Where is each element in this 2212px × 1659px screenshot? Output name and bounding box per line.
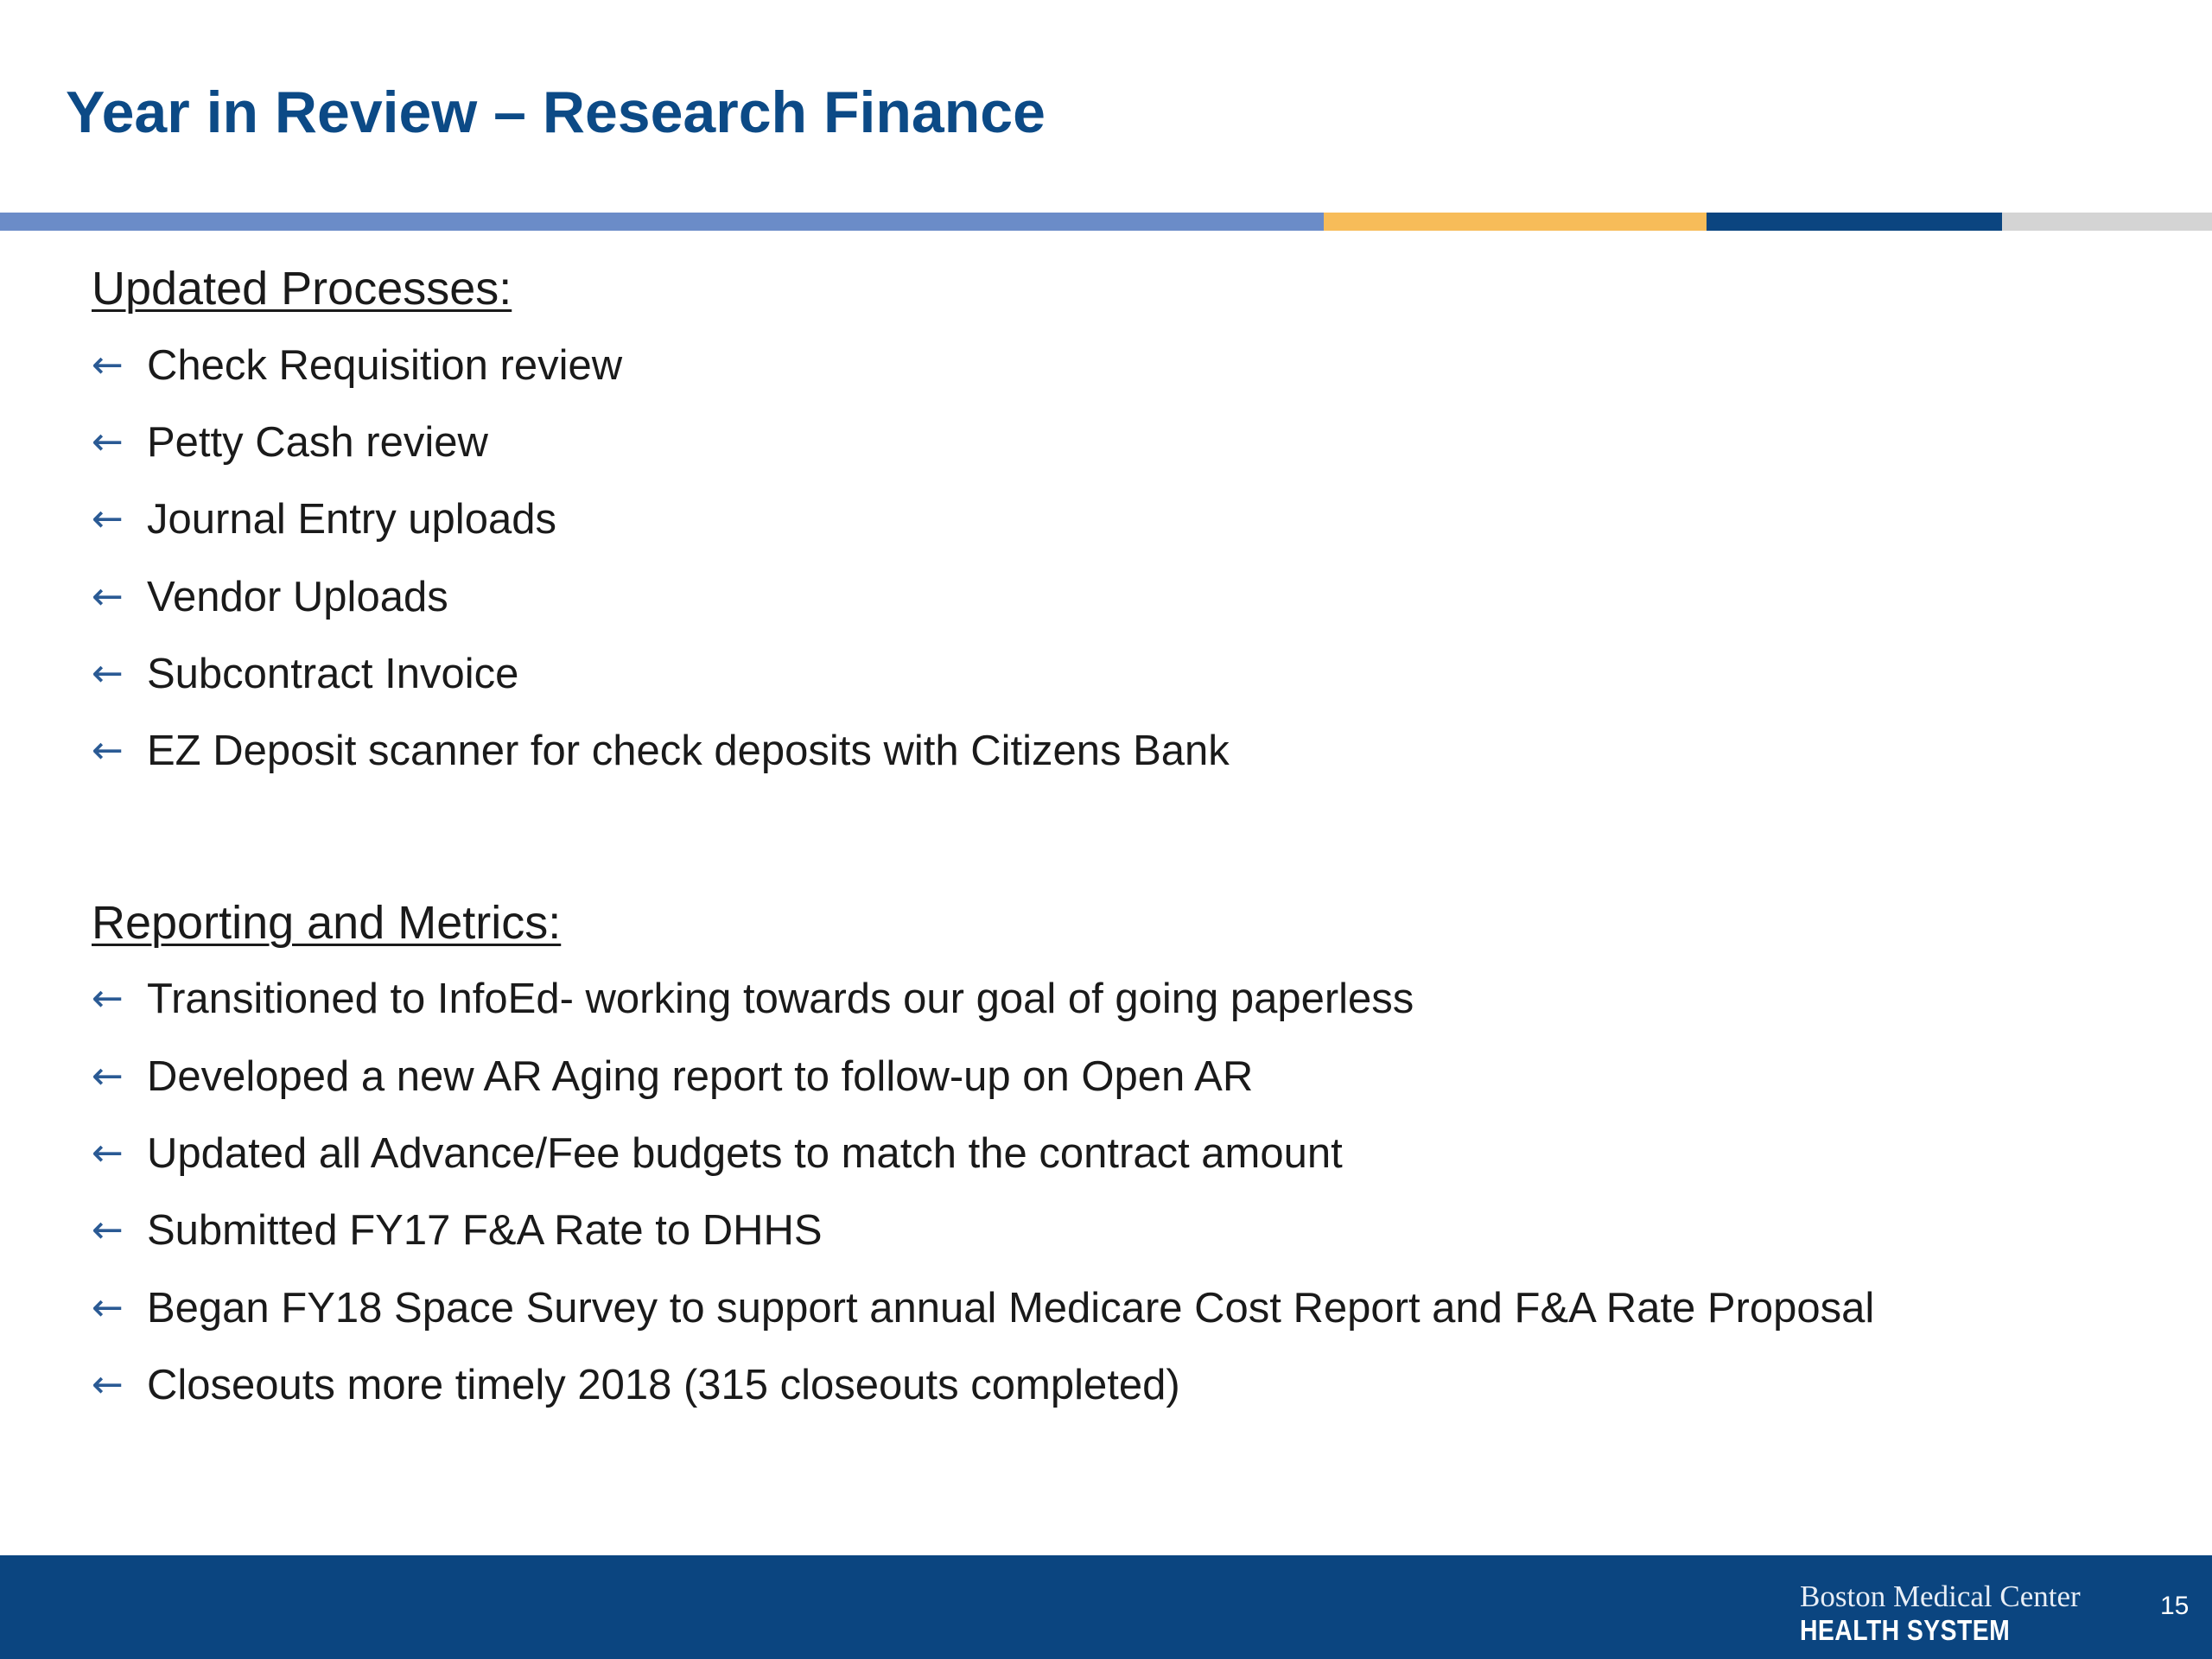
band-segment-gray [2002, 213, 2212, 231]
left-arrow-icon: ← [92, 1362, 124, 1407]
left-arrow-icon: ← [92, 574, 124, 619]
left-arrow-icon: ← [92, 497, 124, 542]
list-item-text: Vendor Uploads [147, 573, 448, 620]
list-item [92, 1346, 2131, 1423]
left-arrow-icon: ← [92, 1131, 124, 1176]
list-item [92, 961, 2131, 1038]
section-updated-processes [92, 256, 2131, 790]
list-item [92, 1038, 2131, 1115]
footer-bar [0, 1555, 2212, 1659]
left-arrow-icon: ← [92, 419, 124, 464]
list-item-text: Petty Cash review [147, 418, 488, 466]
list-item [92, 635, 2131, 712]
list-item-text: Journal Entry uploads [147, 496, 556, 543]
list-item [92, 481, 2131, 558]
page-number: 15 [2160, 1592, 2190, 1620]
list-item-text: Began FY18 Space Survey to support annual Medicare Cost Report and F&A Rate Proposal [147, 1284, 1875, 1332]
logo-wordmark: Boston Medical Center [1800, 1580, 2081, 1613]
header-color-band [0, 213, 2212, 231]
section-heading: Updated Processes: [92, 263, 512, 315]
logo-subtitle: HEALTH SYSTEM [1800, 1614, 2011, 1646]
list-item-text: Developed a new AR Aging report to follow-up on Open AR [147, 1052, 1254, 1100]
list-item-text: Transitioned to InfoEd- working towards our goal of going paperless [147, 976, 1414, 1023]
left-arrow-icon: ← [92, 976, 124, 1021]
list-item-text: EZ Deposit scanner for check deposits with Citizens Bank [147, 728, 1230, 775]
slide-title: Year in Review – Research Finance [66, 79, 1046, 145]
left-arrow-icon: ← [92, 651, 124, 696]
list-item [92, 404, 2131, 480]
list-item [92, 558, 2131, 635]
left-arrow-icon: ← [92, 342, 124, 387]
left-arrow-icon: ← [92, 1208, 124, 1253]
left-arrow-icon: ← [92, 1053, 124, 1098]
bullet-list [92, 327, 2131, 790]
list-item-text: Subcontract Invoice [147, 650, 519, 697]
section-reporting-metrics [92, 890, 2131, 1424]
list-item-text: Submitted FY17 F&A Rate to DHHS [147, 1207, 823, 1255]
list-item [92, 1115, 2131, 1192]
band-segment-blue [0, 213, 1324, 231]
list-item [92, 712, 2131, 789]
list-item [92, 1269, 2131, 1346]
section-heading: Reporting and Metrics: [92, 896, 562, 949]
list-item-text: Closeouts more timely 2018 (315 closeouts completed) [147, 1361, 1180, 1408]
slide-content [92, 256, 2131, 1424]
bullet-list [92, 961, 2131, 1424]
band-segment-gold [1324, 213, 1707, 231]
band-segment-navy [1707, 213, 2002, 231]
list-item [92, 327, 2131, 404]
list-item-text: Check Requisition review [147, 341, 623, 389]
section-spacer [92, 790, 2131, 890]
list-item-text: Updated all Advance/Fee budgets to match the contract amount [147, 1130, 1343, 1178]
left-arrow-icon: ← [92, 1285, 124, 1330]
boston-medical-center-logo [1800, 1580, 2081, 1647]
list-item [92, 1192, 2131, 1269]
left-arrow-icon: ← [92, 728, 124, 773]
